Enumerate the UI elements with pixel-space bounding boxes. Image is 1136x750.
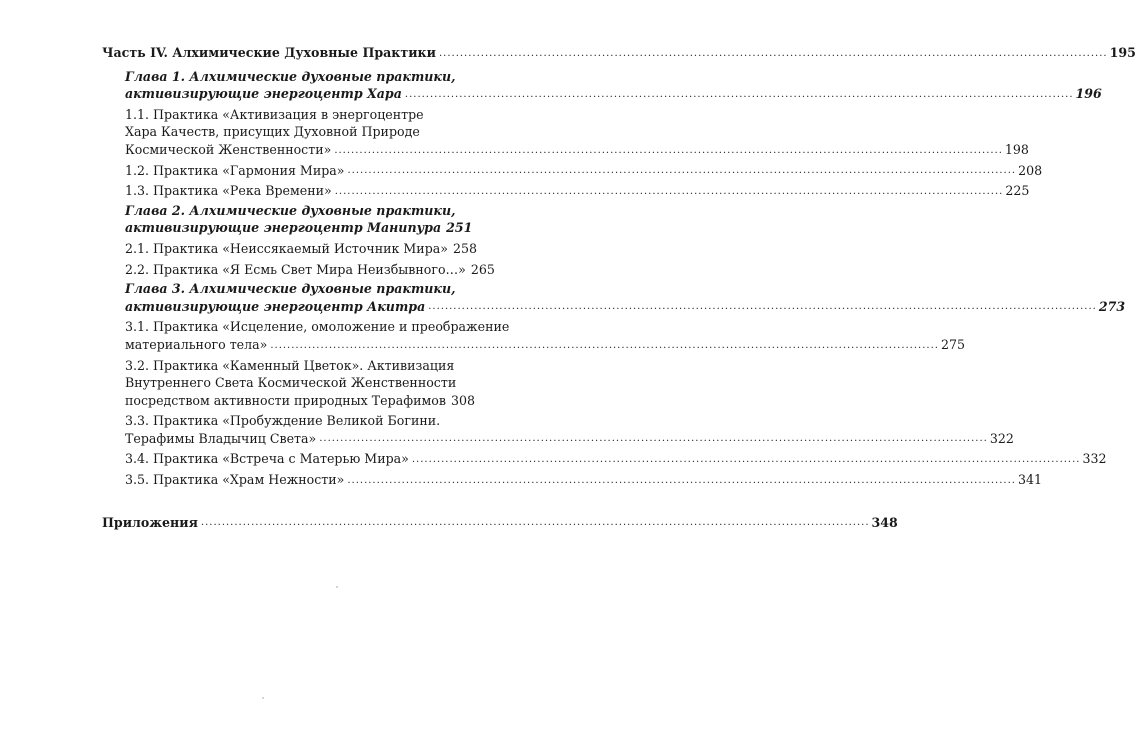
page-number: 251 (446, 220, 473, 236)
entry-last-line (125, 430, 1014, 448)
toc-entry[interactable] (102, 412, 1014, 447)
chapter-heading[interactable] (102, 68, 1102, 103)
page-number: 196 (1075, 86, 1102, 102)
toc-entry[interactable] (102, 106, 1029, 159)
dot-leader: ................................................................................................................................................................ (411, 454, 1081, 466)
entry-text-line: 3.1. Практика «Исцеление, омоложение и преображение (125, 319, 510, 335)
dot-leader: ................................................................................................................................................................ (334, 185, 1004, 197)
entry-last-line (125, 392, 475, 410)
dot-leader: ................................................................................................................................................................ (347, 474, 1016, 486)
entry-text: 2.1. Практика «Неиссякаемый Источник Мира» (125, 240, 448, 256)
chapter-text-line: Глава 3. Алхимические духовные практики, (125, 281, 456, 297)
entry-text: материального тела» (125, 336, 268, 352)
chapter-text: активизирующие энергоцентр Хара (125, 86, 402, 102)
appendix-title: Приложения (102, 514, 198, 530)
entry-last-line (125, 471, 1042, 489)
dot-leader: ................................................................................................................................................................ (438, 47, 1108, 59)
table-of-contents (102, 44, 1136, 531)
entry-last-line (125, 336, 965, 354)
entry-last-line (125, 261, 495, 279)
entry-text: Терафимы Владычиц Света» (125, 430, 317, 446)
toc-entry[interactable] (102, 182, 1030, 200)
chapter-text-line: Глава 1. Алхимические духовные практики, (125, 68, 456, 84)
toc-entry[interactable] (102, 318, 965, 353)
chapter-text: активизирующие энергоцентр Акитра (125, 298, 426, 314)
toc-entry[interactable] (102, 261, 495, 279)
page-number: 275 (940, 336, 965, 352)
entry-text: 1.3. Практика «Река Времени» (125, 183, 332, 199)
entry-text: 1.2. Практика «Гармония Мира» (125, 162, 345, 178)
entry-last-line (125, 240, 478, 258)
toc-entry[interactable] (102, 357, 475, 410)
dot-leader: ................................................................................................................................................................ (347, 165, 1017, 177)
page-number: 195 (1109, 45, 1136, 60)
entry-text: 3.4. Практика «Встреча с Матерью Мира» (125, 451, 409, 467)
scan-speck (336, 586, 338, 588)
entry-text-line: 3.2. Практика «Каменный Цветок». Активизация (125, 357, 455, 373)
page-number: 198 (1004, 141, 1029, 157)
entry-last-line (125, 141, 1029, 159)
chapter-last-line (125, 219, 472, 237)
entry-last-line (125, 162, 1043, 180)
page-number: 208 (1018, 162, 1043, 178)
dot-leader: ................................................................................................................................................................ (404, 88, 1074, 100)
part-title: Часть IV. Алхимические Духовные Практики (102, 45, 436, 60)
entry-text-line: 1.1. Практика «Активизация в энергоцентре (125, 106, 424, 122)
entry-text-line: 3.3. Практика «Пробуждение Великой Богини. (125, 413, 441, 429)
page-number: 273 (1098, 298, 1126, 314)
dot-leader: ................................................................................................................................................................ (319, 433, 988, 445)
entry-text: 3.5. Практика «Храм Нежности» (125, 472, 345, 488)
page-number: 258 (452, 240, 478, 256)
scan-speck (262, 697, 264, 699)
dot-leader: ................................................................................................................................................................ (428, 301, 1097, 313)
page-number: 322 (989, 430, 1014, 446)
chapters-list (102, 68, 1126, 489)
chapter-text: активизирующие энергоцентр Манипура (125, 220, 442, 236)
entry-last-line (125, 182, 1030, 200)
page-number: 308 (450, 392, 475, 408)
dot-leader: ................................................................................................................................................................ (334, 144, 1003, 156)
entry-text-line: Внутреннего Света Космической Женственности (125, 375, 457, 391)
entry-text: посредством активности природных Терафимов (125, 392, 446, 408)
appendix-entry[interactable] (102, 514, 898, 532)
page-number: 348 (871, 514, 898, 530)
entry-text: 2.2. Практика «Я Есмь Свет Мира Неизбывного…» (125, 261, 466, 277)
entry-text: Космической Женственности» (125, 141, 332, 157)
toc-entry[interactable] (102, 471, 1042, 489)
chapter-last-line (125, 85, 1102, 103)
dot-leader: ................................................................................................................................................................ (270, 339, 939, 351)
dot-leader: ................................................................................................................................................................ (200, 517, 870, 529)
chapter-last-line (125, 298, 1126, 316)
toc-entry[interactable] (102, 240, 478, 258)
entry-text-line: Хара Качеств, присущих Духовной Природе (125, 124, 420, 140)
page-number: 332 (1082, 451, 1107, 467)
chapter-heading[interactable] (102, 280, 1126, 315)
chapter-heading[interactable] (102, 202, 472, 237)
entry-last-line (125, 450, 1107, 468)
page-number: 225 (1005, 183, 1030, 199)
toc-entry[interactable] (102, 162, 1043, 180)
page-number: 341 (1017, 472, 1042, 488)
page-number: 265 (470, 261, 495, 277)
part-heading[interactable] (102, 44, 1136, 62)
toc-entry[interactable] (102, 450, 1107, 468)
chapter-text-line: Глава 2. Алхимические духовные практики, (125, 202, 456, 218)
